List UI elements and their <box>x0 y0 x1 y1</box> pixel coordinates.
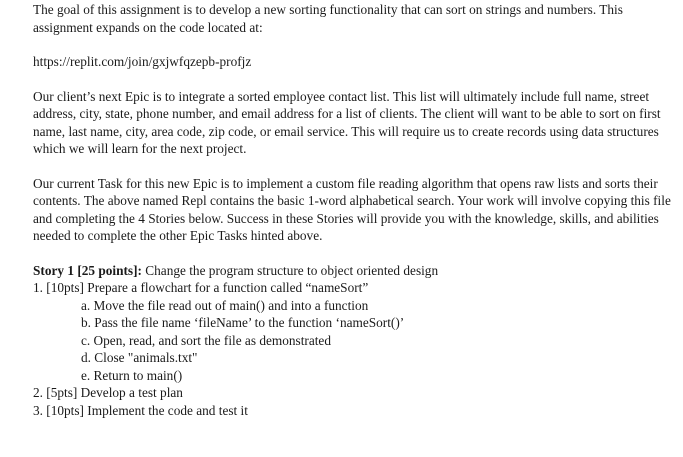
story-1-description: Change the program structure to object oriented design <box>141 262 439 278</box>
spacer <box>33 71 673 88</box>
sub-list <box>33 297 673 385</box>
sub-list-item: a. Move the file read out of main() and into a function <box>81 297 369 313</box>
list-item <box>33 384 673 402</box>
sub-list-item: b. Pass the file name ‘fileName’ to the function ‘nameSort()’ <box>81 315 405 330</box>
sub-list-item: e. Return to main() <box>81 367 183 383</box>
story-1-list <box>33 279 673 419</box>
list-item-number: 2. <box>33 385 43 400</box>
spacer <box>33 36 673 53</box>
sub-list-item: c. Open, read, and sort the file as demonstrated <box>81 332 331 348</box>
replit-url: https://replit.com/join/gxjwfqzepb-profjz <box>33 54 252 69</box>
list-item-text: [5pts] Develop a test plan <box>42 385 183 400</box>
epic-paragraph: Our client’s next Epic is to integrate a sorted employee contact list. This list will ultimately include full name, street address, city, state, phone number, and email address for a list of clients. The client will want to be able to sort on first name, last name, city, area code, zip code, or email service. This will require us to create records using data structures which we will learn for the next project. <box>33 88 661 156</box>
list-item-number: 3. <box>33 402 43 418</box>
task-paragraph: Our current Task for this new Epic is to implement a custom file reading algorithm that opens raw lists and sorts their contents. The above named Repl contains the basic 1-word alphabetical search. Your work will involve copying this file and completing the 4 Stories below. Success in these Stories will provide you with the knowledge, skills, and abilities needed to complete the other Epic Tasks hinted above. <box>33 175 671 243</box>
intro-paragraph: The goal of this assignment is to develop a new sorting functionality that can sort on strings and numbers. This assignment expands on the code located at: <box>33 2 623 35</box>
list-item <box>33 402 673 420</box>
list-item-number: 1. <box>33 280 43 295</box>
assignment-document <box>33 1 673 419</box>
sub-list-item: d. Close "animals.txt" <box>81 350 198 365</box>
story-1-heading <box>33 262 673 280</box>
spacer <box>33 245 673 262</box>
list-item-text: [10pts] Implement the code and test it <box>42 402 248 418</box>
list-item <box>33 279 673 384</box>
story-1-title: Story 1 [25 points]: <box>33 262 142 278</box>
spacer <box>33 158 673 175</box>
list-item-text: [10pts] Prepare a flowchart for a function called “nameSort” <box>42 280 369 295</box>
